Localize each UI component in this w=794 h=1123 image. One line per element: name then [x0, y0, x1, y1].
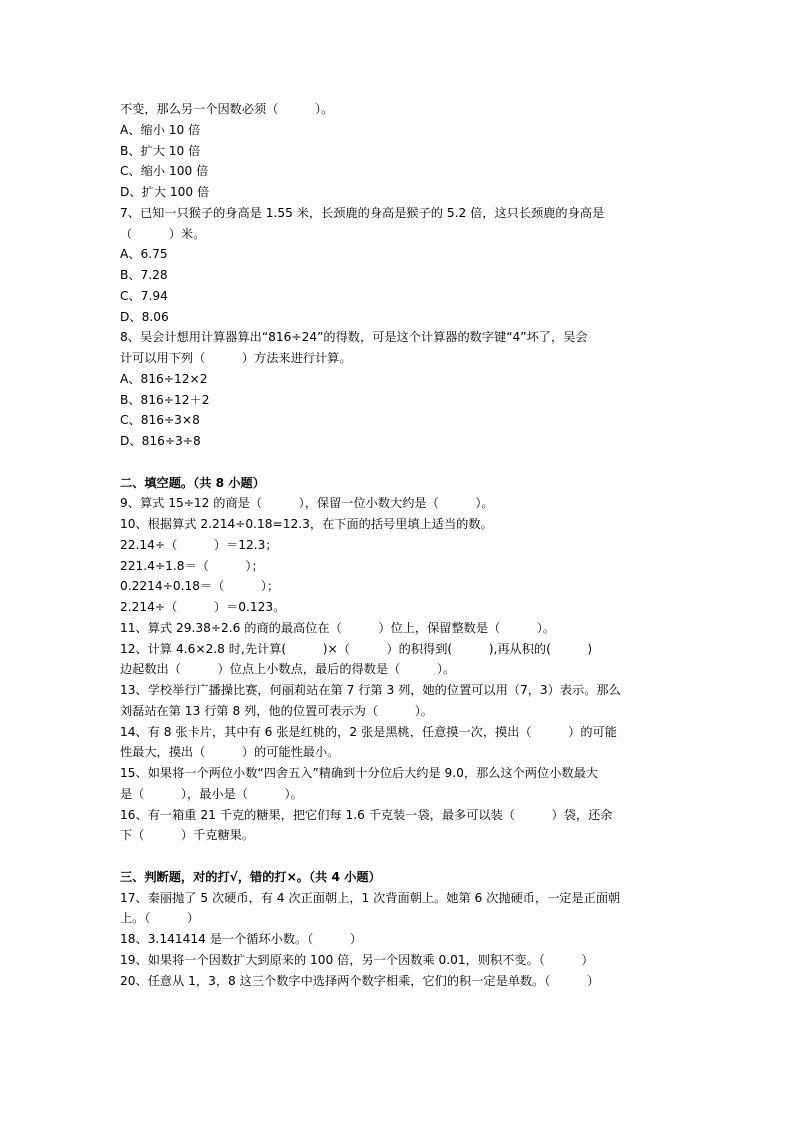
- question-line: 20、任意从 1，3，8 这三个数字中选择两个数字相乘，它们的积一定是单数。（ ）: [120, 973, 600, 988]
- question-line: 14、有 8 张卡片，其中有 6 张是红桃的，2 张是黑桃，任意摸一次，摸出（ ）的可能: [120, 724, 617, 739]
- option-line: C、缩小 100 倍: [120, 164, 209, 179]
- question-line: 是（ ），最小是（ ）。: [120, 786, 303, 801]
- option-line: D、816÷3÷8: [120, 434, 201, 448]
- question-line: 19、如果将一个因数扩大到原来的 100 倍，另一个因数乘 0.01，则积不变。（ ）: [120, 952, 594, 967]
- document-page: [120, 99, 680, 991]
- section-spacer: [120, 452, 680, 473]
- question-line: 10、根据算式 2.214÷0.18=12.3，在下面的括号里填上适当的数。: [120, 517, 493, 531]
- option-line: C、7.94: [120, 288, 168, 303]
- option-line: A、6.75: [120, 247, 168, 262]
- question-line: 18、3.141414 是一个循环小数。（ ）: [120, 932, 363, 946]
- question-line: 17、秦丽抛了 5 次硬币，有 4 次正面朝上，1 次背面朝上。她第 6 次抛硬币，一定是正面朝: [120, 890, 621, 905]
- section-heading: 二、填空题。（共 8 小题）: [120, 475, 265, 490]
- option-line: A、816÷12×2: [120, 371, 208, 386]
- question-line: 0.2214÷0.18＝（ ）；: [120, 579, 280, 594]
- question-line: 计可以用下列（ ）方法来进行计算。: [120, 351, 352, 365]
- option-line: B、816÷12＋2: [120, 392, 210, 407]
- question-line: 221.4÷1.8＝（ ）；: [120, 558, 264, 573]
- question-line: 边起数出（ ）位点上小数点，最后的得数是（ ）。: [120, 662, 456, 677]
- option-line: D、8.06: [120, 309, 169, 324]
- section-heading: 三、判断题，对的打√，错的打×。（共 4 小题）: [120, 869, 381, 884]
- question-line: 上。（ ）: [120, 911, 200, 926]
- question-line: 下（ ）千克糖果。: [120, 828, 255, 843]
- question-line: 15、如果将一个两位小数“四舍五入”精确到十分位后大约是 9.0，那么这个两位小数最大: [120, 766, 598, 780]
- question-line: 9、算式 15÷12 的商是（ ），保留一位小数大约是（ ）。: [120, 496, 494, 511]
- question-line: 性最大，摸出（ ）的可能性最小。: [120, 745, 340, 760]
- question-line: 11、算式 29.38÷2.6 的商的最高位在（ ）位上，保留整数是（ ）。: [120, 620, 556, 635]
- question-line: 7、已知一只猴子的身高是 1.55 米，长颈鹿的身高是猴子的 5.2 倍，这只长颈鹿的身高是: [120, 205, 605, 220]
- option-line: A、缩小 10 倍: [120, 122, 201, 137]
- question-line: 不变，那么另一个因数必须（ ）。: [120, 102, 334, 116]
- option-line: C、816÷3×8: [120, 413, 200, 428]
- question-line: 刘磊站在第 13 行第 8 列，他的位置可表示为（ ）。: [120, 703, 433, 718]
- question-line: 22.14÷（ ）＝12.3；: [120, 537, 278, 552]
- option-line: B、7.28: [120, 268, 168, 282]
- option-line: D、扩大 100 倍: [120, 185, 210, 199]
- question-line: （ ）米。: [120, 226, 206, 241]
- section-spacer: [120, 846, 680, 867]
- question-line: 8、吴会计想用计算器算出“816÷24”的得数，可是这个计算器的数字键“4”坏了，吴会: [120, 330, 588, 345]
- question-line: 13、学校举行广播操比赛，何丽莉站在第 7 行第 3 列，她的位置可以用（7，3）表示。那么: [120, 683, 621, 697]
- question-line: 12、计算 4.6×2.8 时,先计算( )×（ ）的积得到( ),再从积的( ): [120, 641, 593, 656]
- question-line: 16、有一箱重 21 千克的糖果，把它们每 1.6 千克装一袋，最多可以装（ ）袋，还余: [120, 807, 613, 822]
- option-line: B、扩大 10 倍: [120, 143, 201, 158]
- question-line: 2.214÷（ ）＝0.123。: [120, 600, 286, 614]
